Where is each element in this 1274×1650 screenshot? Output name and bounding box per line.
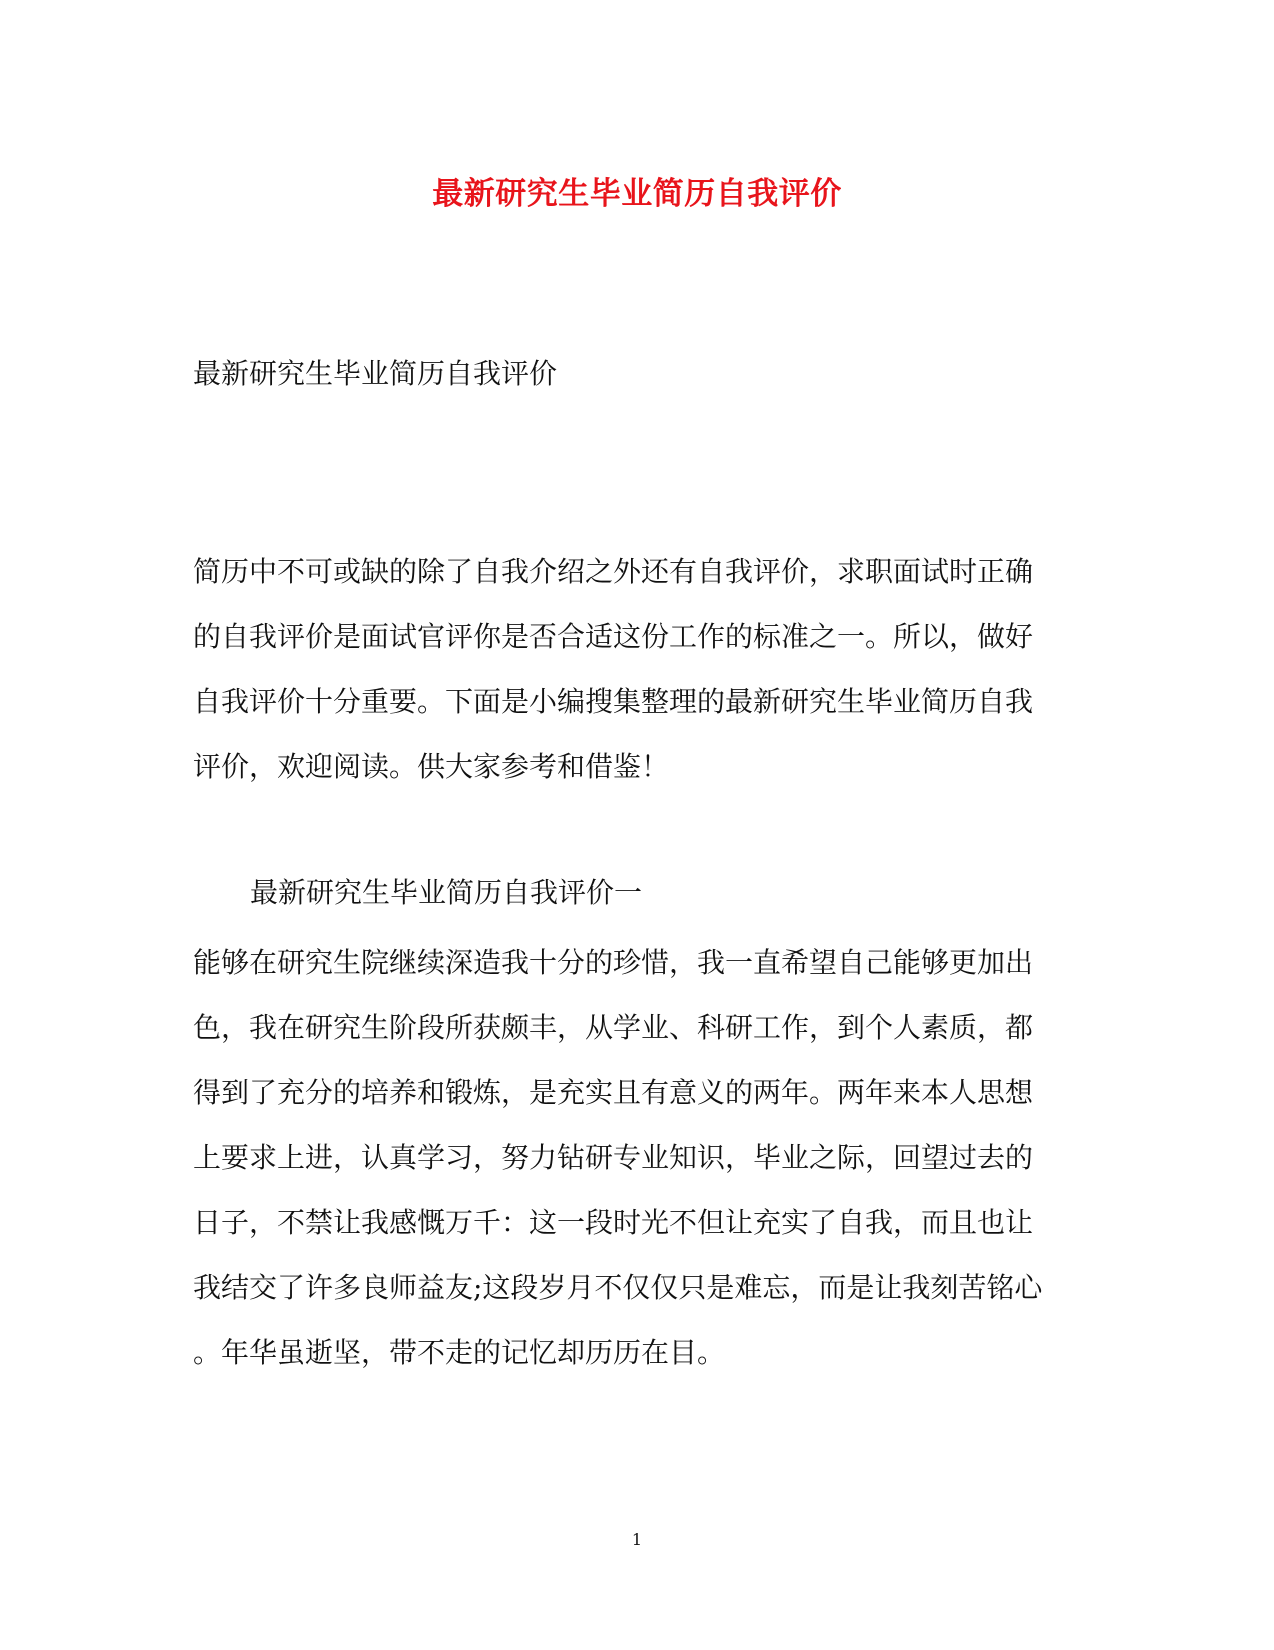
body-line: 我结交了许多良师益友;这段岁月不仅仅只是难忘，而是让我刻苦铭心 bbox=[193, 1271, 1043, 1304]
page-number: 1 bbox=[631, 1530, 643, 1549]
intro-line: 的自我评价是面试官评你是否合适这份工作的标准之一。所以，做好 bbox=[193, 620, 1034, 653]
body-line: 上要求上进，认真学习，努力钻研专业知识，毕业之际，回望过去的 bbox=[193, 1141, 1034, 1174]
body-line: 得到了充分的培养和锻炼，是充实且有意义的两年。两年来本人思想 bbox=[193, 1076, 1034, 1109]
intro-paragraph bbox=[193, 539, 1083, 799]
intro-line: 简历中不可或缺的除了自我介绍之外还有自我评价，求职面试时正确 bbox=[193, 555, 1034, 588]
document-title: 最新研究生毕业简历自我评价 bbox=[432, 176, 842, 212]
document-subtitle: 最新研究生毕业简历自我评价 bbox=[193, 357, 558, 390]
intro-line: 评价，欢迎阅读。供大家参考和借鉴！ bbox=[193, 750, 670, 783]
body-line: 能够在研究生院继续深造我十分的珍惜，我一直希望自己能够更加出 bbox=[193, 946, 1034, 979]
body-line: 日子，不禁让我感慨万千：这一段时光不但让充实了自我，而且也让 bbox=[193, 1206, 1034, 1239]
intro-line: 自我评价十分重要。下面是小编搜集整理的最新研究生毕业简历自我 bbox=[193, 685, 1034, 718]
section-heading: 最新研究生毕业简历自我评价一 bbox=[250, 876, 643, 909]
body-paragraph bbox=[193, 930, 1083, 1385]
body-line: 。年华虽逝坚，带不走的记忆却历历在目。 bbox=[193, 1336, 726, 1369]
body-line: 色，我在研究生阶段所获颇丰，从学业、科研工作，到个人素质，都 bbox=[193, 1011, 1034, 1044]
